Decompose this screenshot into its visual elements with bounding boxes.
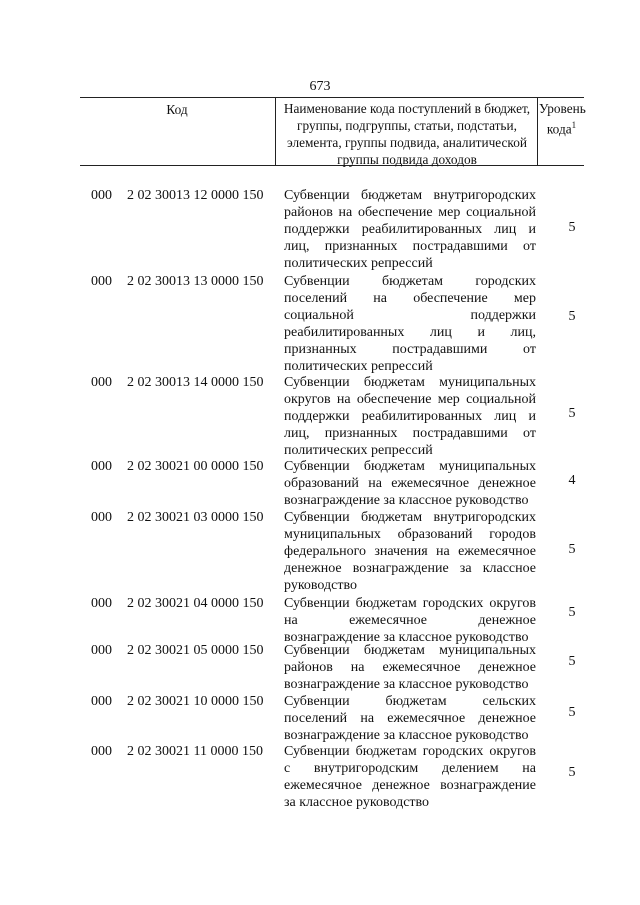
budget-code: 2 02 30021 03 0000 150 [127, 510, 264, 525]
admin-code: 000 [91, 596, 112, 611]
budget-code: 2 02 30021 10 0000 150 [127, 694, 264, 709]
budget-code: 2 02 30021 00 0000 150 [127, 459, 264, 474]
budget-code: 2 02 30021 11 0000 150 [127, 744, 263, 759]
code-name: Субвенции бюджетам внутригородских муниципальных образований городов федерального значения на ежемесячное денежное вознаграждение за классное руководство [284, 510, 536, 593]
header-level-text: Уровень кода [539, 101, 586, 137]
page-number: 673 [309, 79, 331, 94]
budget-code: 2 02 30021 05 0000 150 [127, 643, 264, 658]
code-level: 5 [568, 309, 576, 324]
code-level: 5 [568, 765, 576, 780]
code-level: 4 [568, 473, 576, 488]
budget-code: 2 02 30021 04 0000 150 [127, 596, 264, 611]
admin-code: 000 [91, 274, 112, 289]
code-name: Субвенции бюджетам сельских поселений на ежемесячное денежное вознаграждение за классное руководство [284, 694, 536, 743]
code-name: Субвенции бюджетам муниципальных округов на обеспечение мер социальной поддержки реабилитированных лиц и лиц, признанных пострадавшими от политических репрессий [284, 375, 536, 458]
code-name: Субвенции бюджетам городских округов с внутригородским делением на ежемесячное денежное вознаграждение за классное руководство [284, 744, 536, 810]
code-level: 5 [568, 705, 576, 720]
code-name: Субвенции бюджетам муниципальных районов на ежемесячное денежное вознаграждение за классное руководство [284, 643, 536, 692]
code-level: 5 [568, 542, 576, 557]
admin-code: 000 [91, 643, 112, 658]
header-kod: Код [166, 102, 188, 117]
budget-code: 2 02 30013 12 0000 150 [127, 188, 264, 203]
code-name: Субвенции бюджетам городских округов на ежемесячное денежное вознаграждение за классное руководство [284, 596, 536, 645]
code-name: Субвенции бюджетам городских поселений на обеспечение мер социальной поддержки реабилитированных лиц и лиц, признанных пострадавшими от политических репрессий [284, 274, 536, 374]
header-level-footnote: 1 [571, 120, 577, 130]
header-top-border [80, 97, 584, 98]
admin-code: 000 [91, 459, 112, 474]
code-level: 5 [568, 220, 576, 235]
header-name: Наименование кода поступлений в бюджет, группы, подгруппы, статьи, подстатьи, элемента, группы подвида, аналитической группы подвида доходов [283, 101, 531, 167]
budget-code: 2 02 30013 14 0000 150 [127, 375, 264, 390]
code-level: 5 [568, 605, 576, 620]
admin-code: 000 [91, 375, 112, 390]
admin-code: 000 [91, 188, 112, 203]
code-level: 5 [568, 406, 576, 421]
header-level [539, 100, 584, 137]
admin-code: 000 [91, 510, 112, 525]
admin-code: 000 [91, 744, 112, 759]
code-name: Субвенции бюджетам муниципальных образований на ежемесячное денежное вознаграждение за классное руководство [284, 459, 536, 508]
budget-code: 2 02 30013 13 0000 150 [127, 274, 264, 289]
code-level: 5 [568, 654, 576, 669]
admin-code: 000 [91, 694, 112, 709]
table-header [80, 97, 584, 165]
code-name: Субвенции бюджетам внутригородских районов на обеспечение мер социальной поддержки реабилитированных лиц и лиц, признанных пострадавшими от политических репрессий [284, 188, 536, 271]
